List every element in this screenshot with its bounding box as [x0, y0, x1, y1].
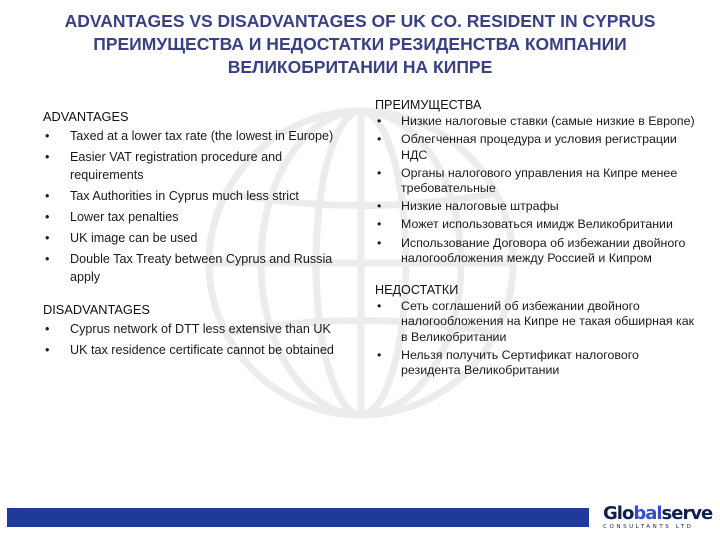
- list-item: • Нельзя получить Сертификат налогового резидента Великобритании: [375, 348, 695, 378]
- title-line-2: ПРЕИМУЩЕСТВА И НЕДОСТАТКИ РЕЗИДЕНСТВА КОМПАНИИ: [93, 34, 627, 54]
- list-item: • UK image can be used: [43, 229, 343, 247]
- globalserve-logo: [603, 505, 713, 533]
- logo-part-2: bal: [633, 503, 662, 524]
- disadvantages-heading-ru: НЕДОСТАТКИ: [375, 283, 459, 298]
- page-title: [20, 10, 700, 79]
- english-column: [43, 108, 343, 362]
- list-item: • Double Tax Treaty between Cyprus and Russia apply: [43, 250, 343, 286]
- list-item: • Низкие налоговые штрафы: [375, 199, 695, 214]
- list-item: • Tax Authorities in Cyprus much less strict: [43, 187, 343, 205]
- list-item: • Облегченная процедура и условия регистрации НДС: [375, 132, 695, 162]
- logo-part-1: Glo: [603, 503, 634, 524]
- disadvantages-heading: DISADVANTAGES: [43, 302, 150, 317]
- list-item: • Lower tax penalties: [43, 208, 343, 226]
- list-item: • Низкие налоговые ставки (самые низкие в Европе): [375, 114, 695, 129]
- disadvantages-list: [43, 320, 343, 359]
- advantages-list: [43, 127, 343, 286]
- russian-column: [375, 98, 695, 381]
- logo-wordmark: [603, 505, 713, 523]
- advantages-heading-ru: ПРЕИМУЩЕСТВА: [375, 98, 482, 112]
- title-line-1: ADVANTAGES VS DISADVANTAGES OF UK CO. RESIDENT IN CYPRUS: [64, 11, 656, 31]
- footer-bar: [7, 508, 589, 527]
- logo-subtitle: CONSULTANTS LTD: [603, 524, 694, 530]
- title-line-3: ВЕЛИКОБРИТАНИИ НА КИПРЕ: [227, 57, 493, 77]
- logo-part-3: serve: [661, 503, 713, 524]
- list-item: • Easier VAT registration procedure and requirements: [43, 148, 343, 184]
- advantages-list-ru: [375, 114, 695, 266]
- list-item: • Taxed at a lower tax rate (the lowest in Europe): [43, 127, 343, 145]
- disadvantages-list-ru: [375, 299, 695, 378]
- list-item: • UK tax residence certificate cannot be obtained: [43, 341, 343, 359]
- list-item: • Cyprus network of DTT less extensive than UK: [43, 320, 343, 338]
- list-item: • Может использоваться имидж Великобритании: [375, 217, 695, 232]
- list-item: • Органы налогового управления на Кипре менее требовательные: [375, 166, 695, 196]
- advantages-heading: ADVANTAGES: [43, 109, 129, 124]
- list-item: • Сеть соглашений об избежании двойного налогообложения на Кипре не такая обширная как в Великобритании: [375, 299, 695, 345]
- list-item: • Использование Договора об избежании двойного налогообложения между Россией и Кипром: [375, 236, 695, 266]
